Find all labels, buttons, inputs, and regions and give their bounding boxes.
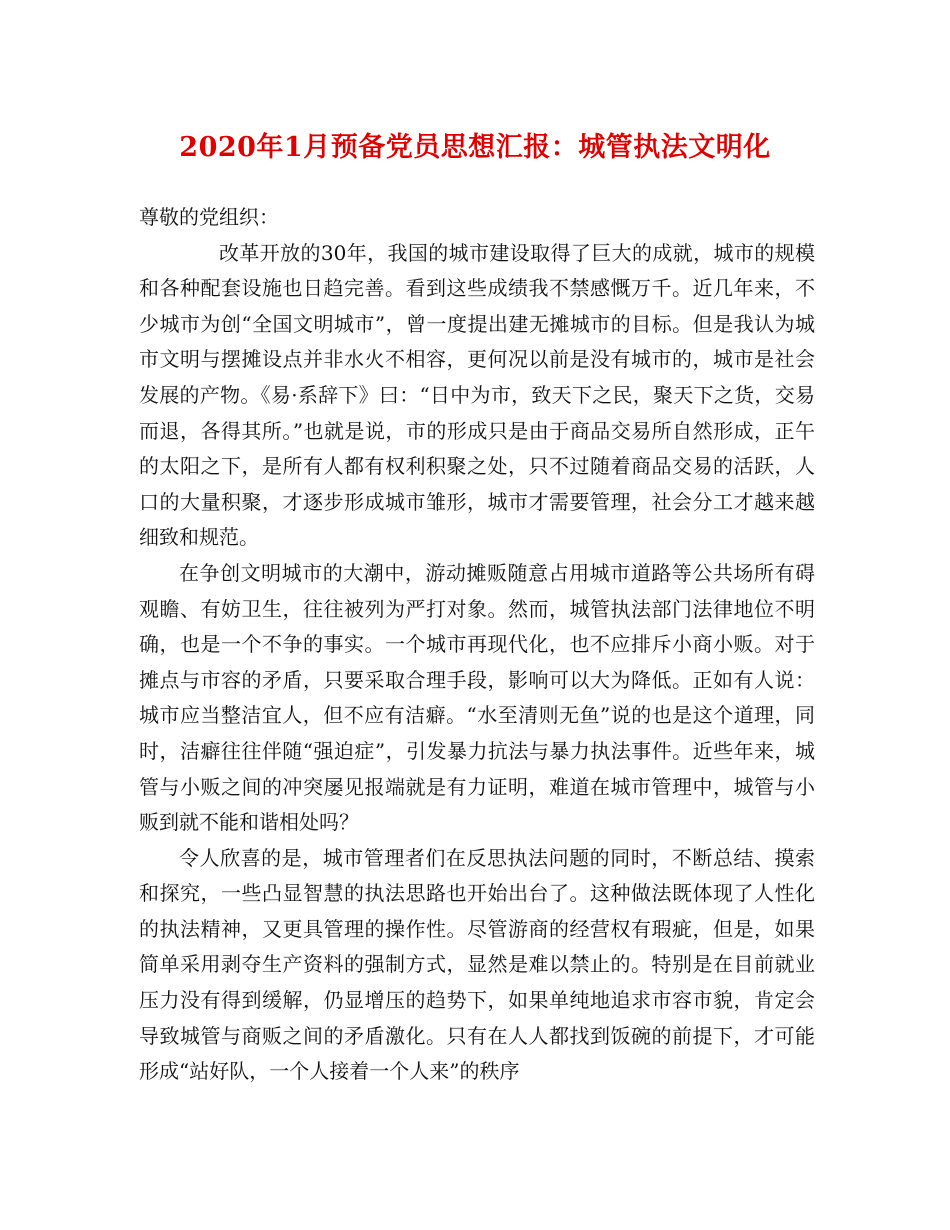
salutation: 尊敬的党组织： — [139, 205, 279, 229]
document-body — [139, 200, 815, 1090]
document-title: 2020年1月预备党员思想汇报：城管执法文明化 — [179, 132, 771, 163]
paragraph-3: 令人欣喜的是，城市管理者们在反思执法问题的同时，不断总结、摸索和探究，一些凸显智慧的执法思路也开始出台了。这种做法既体现了人性化的执法精神，又更具管理的操作性。尽管游商的经营权有瑕疵，但是，如果简单采用剥夺生产资料的强制方式，显然是难以禁止的。特别是在目前就业压力没有得到缓解，仍显增压的趋势下，如果单纯地追求市容市貌，肯定会导致城管与商贩之间的矛盾激化。只有在人人都找到饭碗的前提下，才可能形成“站好队，一个人接着一个人来”的秩序 — [139, 845, 815, 1084]
paragraph-2: 在争创文明城市的大潮中，游动摊贩随意占用城市道路等公共场所有碍观瞻、有妨卫生，往往被列为严打对象。然而，城管执法部门法律地位不明确，也是一个不争的事实。一个城市再现代化，也不应排斥小商小贩。对于摊点与市容的矛盾，只要采取合理手段，影响可以大为降低。正如有人说：城市应当整洁宜人，但不应有洁癖。“水至清则无鱼”说的也是这个道理，同时，洁癖往往伴随“强迫症”，引发暴力抗法与暴力执法事件。近些年来，城管与小贩之间的冲突屡见报端就是有力证明，难道在城市管理中，城管与小贩到就不能和谐相处吗？ — [139, 560, 815, 835]
paragraph-1: 改革开放的30年，我国的城市建设取得了巨大的成就，城市的规模和各种配套设施也日趋完善。看到这些成绩我不禁感慨万千。近几年来，不少城市为创“全国文明城市”，曾一度提出建无摊城市的目标。但是我认为城市文明与摆摊设点并非水火不相容，更何况以前是没有城市的，城市是社会发展的产物。《易·系辞下》曰：“日中为市，致天下之民，聚天下之货，交易而退，各得其所。”也就是说，市的形成只是由于商品交易所自然形成，正午的太阳之下，是所有人都有权利积聚之处，只不过随着商品交易的活跃，人口的大量积聚，才逐步形成城市雏形，城市才需要管理，社会分工才越来越细致和规范。 — [139, 240, 815, 550]
